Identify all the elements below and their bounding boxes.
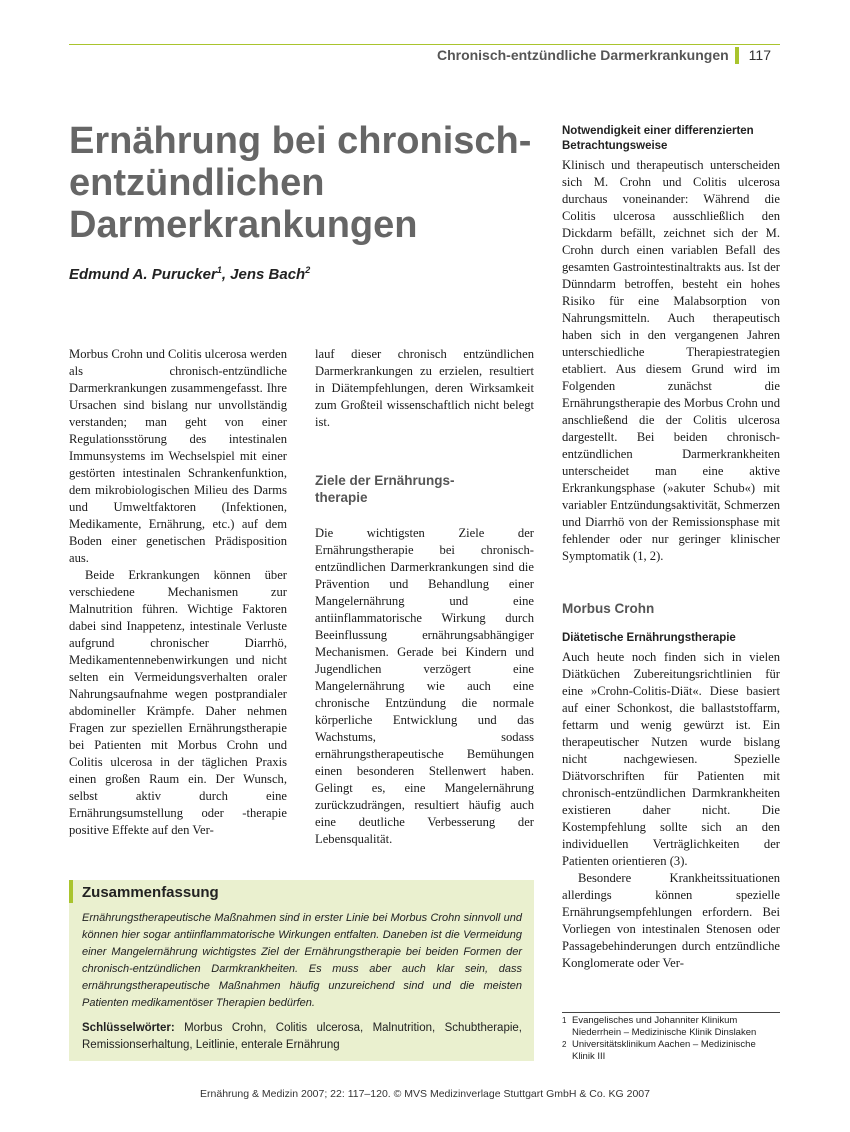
footnote-text: Universitätsklinikum Aachen – Medizinische Klinik III: [572, 1039, 756, 1062]
paragraph: Klinisch und therapeutisch unterscheiden sich M. Crohn und Colitis ulcerosa durchaus voneinander: Während die Colitis ulcerosa ausschließlich den Dickdarm befällt, zeichnet sich der M. Crohn durch einen variablen Befall des gesamten Gastrointestinaltrakts aus. Ist der Dünndarm betroffen, besteht ein hohes Risiko für eine Malabsorption von Nahrungsmitteln. Auch therapeutisch haben sich in den vergangenen Jahren unterschiedliche Therapiestrategien etabliert. Aus diesem Grund wird im Folgenden zunächst die Ernährungstherapie des Morbus Crohn und anschließend die der Colitis ulcerosa dargestellt. Bei beiden chronisch-entzündlichen Darmerkrankheiten unterscheidet man eine aktive Erkrankungsphase (»akuter Schub«) mit variabler Entzündungsaktivität, Schmerzen und Diarrhö von der Remissionsphase mit fehlender oder nur geringer klinischer Symptomatik (1, 2).: [562, 158, 780, 563]
article-title: Ernährung bei chronisch-entzündlichen Darmerkrankungen: [69, 120, 532, 246]
keywords-label: Schlüsselwörter:: [82, 1022, 175, 1034]
section-heading-morbus-crohn: Morbus Crohn: [562, 601, 655, 616]
footnote-number: 1: [562, 1016, 567, 1025]
paragraph: Morbus Crohn und Colitis ulcerosa werden als chronisch-entzündliche Darmerkrankungen zusammengefasst. Ihre Ursachen sind bislang nur unvollständig verstanden; man geht von einer Regulationsstörung des intestinalen Immunsystems im Wechselspiel mit einer gestörten intestinalen Schrankenfunktion, dem mikrobiologischen Milieu des Darms und Umweltfaktoren (Infektionen, Medikamente, Ernährung, etc.) auf dem Boden einer genetischen Prädisposition aus.: [69, 347, 287, 565]
page-footer: Ernährung & Medizin 2007; 22: 117–120. © MVS Medizinverlage Stuttgart GmbH & Co. KG 2007: [200, 1088, 650, 1100]
summary-accent-bar: [69, 880, 73, 903]
section-heading-goals: Ziele der Ernährungs-therapie: [315, 473, 455, 505]
footnote-rule: [562, 1012, 780, 1013]
keywords: [82, 1020, 522, 1054]
subheading-differentiation: Notwendigkeit einer differenzierten Betrachtungsweise: [562, 125, 754, 152]
column-1: [69, 346, 287, 839]
paragraph: Auch heute noch finden sich in vielen Diätküchen Zubereitungsrichtlinien für eine »Crohn-Colitis-Diät«. Diese basiert auf einer Schonkost, die ballaststoffarm, fettarm und wenig gewürzt ist. Ein therapeutischer Nutzen wurde bislang nicht nachgewiesen. Spezielle Diätvorschriften für Patienten mit chronisch-entzündlichen Darmkrankheiten existieren daher nicht. Die Kostempfehlung sollte sich an den individuellen Verträglichkeiten der Patienten orientieren (3).: [562, 650, 780, 868]
authors: [69, 265, 310, 283]
footnote: [562, 1015, 780, 1039]
keywords-list: Morbus Crohn, Colitis ulcerosa, Malnutrition, Schubtherapie, Remissionserhaltung, Leitlinie, enterale Ernährung: [82, 1022, 522, 1051]
paragraph: Die wichtigsten Ziele der Ernährungstherapie bei chronisch-entzündlichen Darmerkrankungen sind die Prävention und Behandlung einer Mangelernährung und eine antiinflammatorische Wirkung durch Beeinflussung ernährungsabhängiger Mechanismen. Gerade bei Kindern und Jugendlichen verzögert eine Mangelernährung wie auch eine chronische Entzündung die normale körperliche Entwicklung und das Wachstums, sodass ernährungstherapeutische Bemühungen einen besonderen Stellenwert haben. Gelingt es, eine Mangelernährung zurückzudrängen, resultiert häufig auch eine deutliche Verbesserung der Lebensqualität.: [315, 526, 534, 846]
author-1-affiliation-mark: 1: [216, 265, 222, 275]
paragraph: lauf dieser chronisch entzündlichen Darmerkrankungen zu erzielen, resultiert in Diätempfehlungen, deren Wirksamkeit zum Großteil wissenschaftlich nicht belegt ist.: [315, 347, 534, 429]
footnotes: [562, 1015, 780, 1063]
footnote: [562, 1039, 780, 1063]
summary-text: Ernährungstherapeutische Maßnahmen sind in erster Linie bei Morbus Crohn sinnvoll und können hier sogar antiinflammatorische Wirkungen entfalten. Daneben ist die Vermeidung einer Mangelernährung wichtigstes Ziel der Ernährungstherapie bei beiden Formen der chronisch-entzündlichen Darmkrankheiten. Es muss aber auch klar sein, dass ernährungstherapeutische Maßnahmen häufig unzureichend sind und die meisten Patienten medikamentöser Therapien bedürfen.: [82, 912, 522, 1009]
running-head: [437, 46, 771, 64]
author-separator: ,: [221, 266, 231, 283]
footnote-text: Evangelisches und Johanniter Klinikum Niederrhein – Medizinische Klinik Dinslaken: [572, 1015, 757, 1038]
header-rule: [69, 44, 780, 45]
paragraph: Besondere Krankheitssituationen allerdings können spezielle Ernährungsempfehlungen erfordern. Bei Vorliegen von intestinalen Stenosen oder Passagebehinderungen durch entzündliche Konglomerate oder Ver-: [562, 871, 780, 970]
summary-box: [69, 880, 534, 1061]
paragraph: Beide Erkrankungen können über verschiedene Mechanismen zur Malnutrition führen. Wichtige Faktoren dabei sind Inappetenz, intestinale Verluste aufgrund chronischer Diarrhö, Medikamentennebenwirkungen und nicht selten ein Vermeidungsverhalten oraler Nahrungsaufnahme wegen postprandialer abdomineller Krämpfe. Daher nehmen Fragen zur speziellen Ernährungstherapie bei Patienten mit Morbus Crohn und Colitis ulcerosa in der täglichen Praxis einen großen Raum ein. Der Wunsch, selbst aktiv durch eine Ernährungsumstellung oder -therapie positive Effekte auf den Ver-: [69, 568, 287, 837]
summary-title: Zusammenfassung: [82, 884, 219, 901]
header-accent-bar: [735, 47, 739, 64]
footnote-number: 2: [562, 1040, 567, 1049]
column-3: [562, 124, 780, 972]
running-title: Chronisch-entzündliche Darmerkrankungen: [436, 47, 729, 63]
author-2-affiliation-mark: 2: [305, 265, 311, 275]
subheading-diet-therapy: Diätetische Ernährungstherapie: [562, 632, 736, 644]
page-number: 117: [748, 47, 771, 63]
column-2: [315, 346, 534, 848]
author-1: Edmund A. Purucker: [69, 266, 217, 283]
author-2: Jens Bach: [230, 266, 306, 283]
